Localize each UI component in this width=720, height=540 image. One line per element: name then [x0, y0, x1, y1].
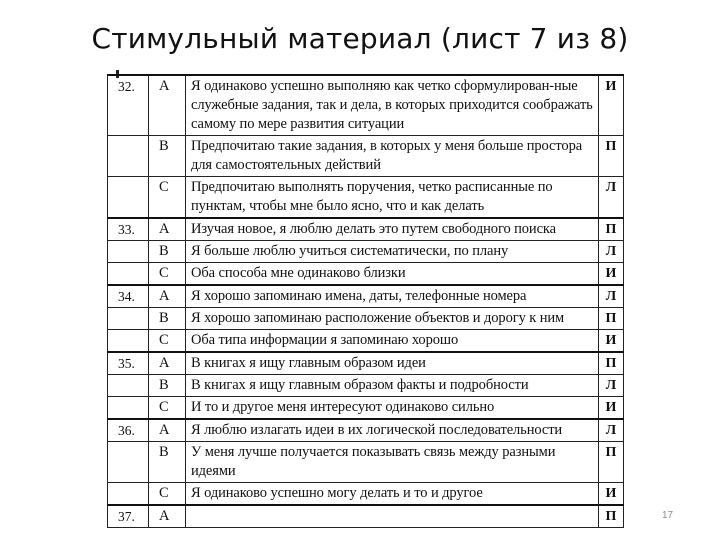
question-number — [108, 397, 149, 420]
option-letter: B — [149, 136, 186, 177]
table-row — [108, 241, 624, 263]
questionnaire-scan — [107, 74, 624, 524]
option-text: И то и другое меня интересуют одинаково сильно — [186, 397, 599, 420]
table-row — [108, 397, 624, 420]
option-text: Предпочитаю такие задания, в которых у меня больше простора для самостоятельных действий — [186, 136, 599, 177]
option-text: Предпочитаю выполнять поручения, четко расписанные по пунктам, чтобы мне было ясно, что и как делать — [186, 177, 599, 219]
option-letter: B — [149, 442, 186, 483]
option-letter: C — [149, 263, 186, 286]
question-number — [108, 442, 149, 483]
question-number — [108, 375, 149, 397]
option-text: Оба типа информации я запоминаю хорошо — [186, 330, 599, 353]
option-letter: B — [149, 308, 186, 330]
option-text: Я хорошо запоминаю расположение объектов и дорогу к ним — [186, 308, 599, 330]
answer-code: П — [599, 308, 624, 330]
question-number — [108, 483, 149, 506]
answer-code: Л — [599, 419, 624, 442]
table-row — [108, 330, 624, 353]
option-text: Изучая новое, я люблю делать это путем свободного поиска — [186, 218, 599, 241]
answer-code: Л — [599, 375, 624, 397]
question-number — [108, 308, 149, 330]
option-letter: A — [149, 285, 186, 308]
option-letter: C — [149, 177, 186, 219]
question-number: 34. — [108, 285, 149, 308]
question-number: 32. — [108, 75, 149, 136]
table-row — [108, 442, 624, 483]
option-text: Я больше люблю учиться систематически, по плану — [186, 241, 599, 263]
option-letter: A — [149, 505, 186, 528]
option-letter: C — [149, 330, 186, 353]
table-row — [108, 285, 624, 308]
table-row — [108, 263, 624, 286]
option-letter: A — [149, 352, 186, 375]
option-letter: C — [149, 397, 186, 420]
slide-title: Стимульный материал (лист 7 из 8) — [91, 22, 629, 55]
answer-code: И — [599, 330, 624, 353]
option-text: Я хорошо запоминаю имена, даты, телефонные номера — [186, 285, 599, 308]
table-row — [108, 419, 624, 442]
option-text: Оба способа мне одинаково близки — [186, 263, 599, 286]
answer-code: Л — [599, 177, 624, 219]
option-text: В книгах я ищу главным образом идеи — [186, 352, 599, 375]
table-row — [108, 352, 624, 375]
answer-code: И — [599, 263, 624, 286]
question-number: 35. — [108, 352, 149, 375]
question-number: 36. — [108, 419, 149, 442]
answer-code: И — [599, 397, 624, 420]
option-text: Я одинаково успешно могу делать и то и другое — [186, 483, 599, 506]
question-number: 33. — [108, 218, 149, 241]
question-number: 37. — [108, 505, 149, 528]
table-row — [108, 136, 624, 177]
option-letter: B — [149, 375, 186, 397]
answer-code: П — [599, 218, 624, 241]
answer-code: Л — [599, 241, 624, 263]
page-number: 17 — [662, 510, 674, 521]
table-row — [108, 308, 624, 330]
answer-code: И — [599, 483, 624, 506]
option-letter: A — [149, 75, 186, 136]
answer-code: И — [599, 75, 624, 136]
question-number — [108, 241, 149, 263]
table-row — [108, 375, 624, 397]
answer-code: П — [599, 352, 624, 375]
answer-code: Л — [599, 285, 624, 308]
questionnaire-table — [107, 74, 624, 528]
question-number — [108, 136, 149, 177]
answer-code: П — [599, 136, 624, 177]
question-number — [108, 177, 149, 219]
option-letter: A — [149, 419, 186, 442]
table-row — [108, 218, 624, 241]
option-text: Я люблю излагать идеи в их логической последовательности — [186, 419, 599, 442]
table-row — [108, 483, 624, 506]
table-row — [108, 75, 624, 136]
question-number — [108, 263, 149, 286]
answer-code: П — [599, 442, 624, 483]
option-text: Я одинаково успешно выполняю как четко сформулирован-ные служебные задания, так и дела, в которых приходится соображать самому по мере развития ситуации — [186, 75, 599, 136]
option-letter: B — [149, 241, 186, 263]
table-row — [108, 177, 624, 219]
option-text: В книгах я ищу главным образом факты и подробности — [186, 375, 599, 397]
answer-code: П — [599, 505, 624, 528]
table-row — [108, 505, 624, 528]
question-number — [108, 330, 149, 353]
option-text — [186, 505, 599, 528]
option-letter: A — [149, 218, 186, 241]
option-text: У меня лучше получается показывать связь между разными идеями — [186, 442, 599, 483]
option-letter: C — [149, 483, 186, 506]
